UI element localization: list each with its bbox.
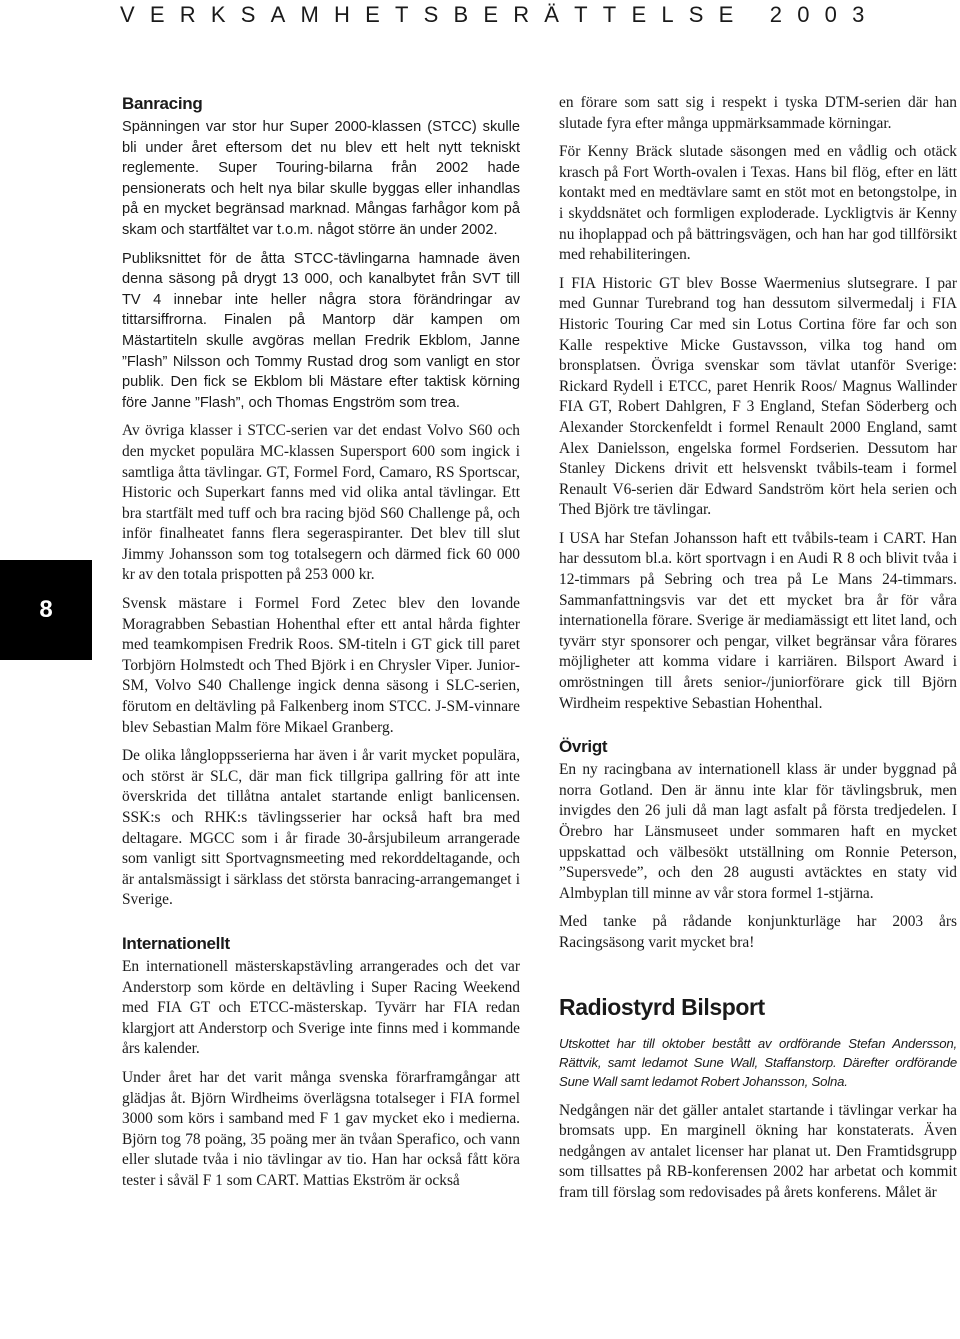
paragraph: I USA har Stefan Johansson haft ett tvåbils-team i CART. Han har dessutom bl.a. kört sportvagn i en Audi R 8 och blivit tvåa i 12-timmars på Sebring och trea på Le Mans 24-timmars. Sammanfattningsvis var det ett mycket bra år för våra internationella förare. Sverige är mediamässigt ett litet land, och tyvärr styr sponsorer och pengar, vilket begränsar våra förares möjligheter att komma vidare i karriären. Bilsport Award i omröstningen till årets senior-/juniorförare gick till Björn Wirdheim respektive Sebastian Hohenthal. bbox=[559, 529, 957, 712]
paragraph: Av övriga klasser i STCC-serien var det endast Volvo S60 och den mycket populära MC-klassen Supersport 600 som ingick i samtliga åtta tävlingar. GT, Formel Ford, Camaro, RS Sportscar, Historic och Superkart fanns med vid olika antal tävlingar. Ett bra startfält med tuff och bra racing bjöd S60 Challenge på, och inför finalheatet fanns flera segeraspiranter. Det blev till slut Jimmy Johansson som tog totalsegern och därmed fick 60 000 kr av den totala prispotten på 253 000 kr. bbox=[122, 422, 520, 584]
paragraph: Svensk mästare i Formel Ford Zetec blev den lovande Moragrabben Sebastian Hohenthal efter ett antal hårda fighter med teamkompisen Fredrik Roos. SM-titeln i GT gick till paret Torbjörn Holmstedt och Thed Björk i en Chrysler Viper. Junior-SM, Volvo S40 Challenge ingick denna säsong i SLC-serien, förutom en deltävling på Falkenberg inom STCC. J-SM-vinnare blev Sebastian Malm före Mikael Granberg. bbox=[122, 595, 520, 736]
running-header: VERKSAMHETSBERÄTTELSE 2003 bbox=[120, 2, 880, 27]
paragraph: Med tanke på rådande konjunkturläge har 2003 års Racingsäsong varit mycket bra! bbox=[559, 913, 957, 951]
section-heading-internationellt: Internationellt bbox=[122, 933, 230, 953]
paragraph: en förare som satt sig i respekt i tyska DTM-serien där han slutade fyra efter många uppmärksammade körningar. bbox=[559, 94, 957, 132]
right-column bbox=[559, 93, 957, 1212]
section-title-radiostyrd-bilsport: Radiostyrd Bilsport bbox=[559, 993, 765, 1020]
committee-lede: Utskottet har till oktober bestått av ordförande Stefan Andersson, Rättvik, samt ledamot Sune Wall, Staffanstorp. Därefter ordförande Sune Wall samt ledamot Robert Johansson, Solna. bbox=[559, 1035, 957, 1089]
section-heading-ovrigt: Övrigt bbox=[559, 737, 608, 757]
paragraph: Nedgången när det gäller antalet startande i tävlingar verkar ha bromsats upp. En marginell ökning har konstaterats. Även nedgången av antalet licenser har planat ut. Den Framtidsgrupp som tillsattes på RB-konferensen 2002 har arbetat och kommit fram till förslag som redovisades på årets konferens. Målet är bbox=[559, 1101, 957, 1201]
paragraph: En ny racingbana av internationell klass är under byggnad på norra Gotland. Den är ännu inte klar för tävlingsbruk, men invigdes den 26 juli då man lagt asfalt på första tredjedelen. I Örebro har Länsmuseet under sommaren haft en mycket uppskattad och välbesökt utställning om Ronnie Peterson, ”Supersvede”, och den 28 augusti avtäcktes en staty vid Almbyplan till minne av vår stora formel 1-stjärna. bbox=[559, 761, 957, 902]
paragraph: De olika långloppsserierna har även i år varit mycket populära, och störst är SLC, där man fick tillgripa gallring för att inte överskrida det tillåtna antalet startande enligt banlicensen. SSK:s och RHK:s tävlingsserier har också haft bra med deltagare. MGCC som i år firade 30-årsjubileum arrangerade som vanligt sitt Sportvagnsmeeting med rekorddeltagande, och är antalsmässigt i särklass det största banracing-arrangemanget i Sverige. bbox=[122, 747, 520, 909]
paragraph: Under året har det varit många svenska förarframgångar att glädjas åt. Björn Wirdheims överlägsna totalseger i FIA formel 3000 som körs i samband med F 1 gav mycket eko i medierna. Björn tog 78 poäng, 35 poäng mer än tvåan Sperafico, och vann eller slutade tvåa i nio tävlingar av tio. Han har också fått köra tester i såväl F 1 som CART. Mattias Ekström är också bbox=[122, 1068, 520, 1189]
paragraph: För Kenny Bräck slutade säsongen med en vådlig och otäck krasch på Fort Worth-ovalen i Texas. Hans bil flög, efter en lätt kontakt med en medtävlare samt en stöt mot en betongstolpe, in i skyddsnätet och formligen exploderade. Lyckligtvis är Kenny nu ihoplappad och på bättringsvägen, och han har god tillförsikt med rehabiliteringen. bbox=[559, 143, 957, 264]
paragraph: I FIA Historic GT blev Bosse Waermenius slutsegrare. I par med Gunnar Turebrand tog han dessutom silvermedalj i FIA Historic Touring Car med sin Lotus Cortina före far och son Kalle respektive Micke Gustavsson, vilka tog hand om bronsplatsen. Övriga svenskar som tävlat utanför Sverige: Rickard Rydell i ETCC, paret Henrik Roos/ Magnus Wallinder FIA GT, Robert Dahlgren, F 3 England, Stefan Söderberg och Alexander Storckenfeldt i formel Renault 2000 England, samt Alex Danielsson, engelska formel Fordserien. Dessutom har Stanley Dickens drivit ett helsvenskt tvåbils-team i formel Renault V6-serien där Edward Sandström kört hela serien och Thed Björk tre tävlingar. bbox=[559, 274, 957, 519]
paragraph: Publiksnittet för de åtta STCC-tävlingarna hamnade även denna säsong på drygt 13 000, och kanalbytet från SVT till TV 4 innebar inte heller några stora förändringar av tittarsiffrorna. Finalen på Mantorp där kampen om Mästartiteln skulle avgöras mellan Fredrik Ekblom, Janne ”Flash” Nilsson och Tommy Rustad drog som vanligt en stor publik. Den fick se Ekblom bli Mästare efter taktisk körning före Janne ”Flash”, och Thomas Engström som trea. bbox=[122, 250, 520, 411]
section-heading-banracing: Banracing bbox=[122, 94, 203, 113]
paragraph: En internationell mästerskapstävling arrangerades och det var Anderstorp som körde en deltävling i Super Racing Weekend med FIA GT och ETCC-mästerskap. Tyvärr har FIA redan klargjort att Anderstorp och Sverige inte finns med i kommande års kalender. bbox=[122, 957, 520, 1058]
left-column bbox=[122, 93, 520, 1200]
paragraph: Spänningen var stor hur Super 2000-klassen (STCC) skulle bli under året eftersom det nu blev ett helt nytt tekniskt reglemente. Super Touring-bilarna från 2002 hade pensionerats och helt nya bilar skulle byggas eller inhandlas på en mycket begränsad marknad. Mångas farhågor kom på skam och startfältet var t.o.m. något större än under 2002. bbox=[122, 119, 520, 238]
page-number-tab: 8 bbox=[0, 560, 92, 660]
